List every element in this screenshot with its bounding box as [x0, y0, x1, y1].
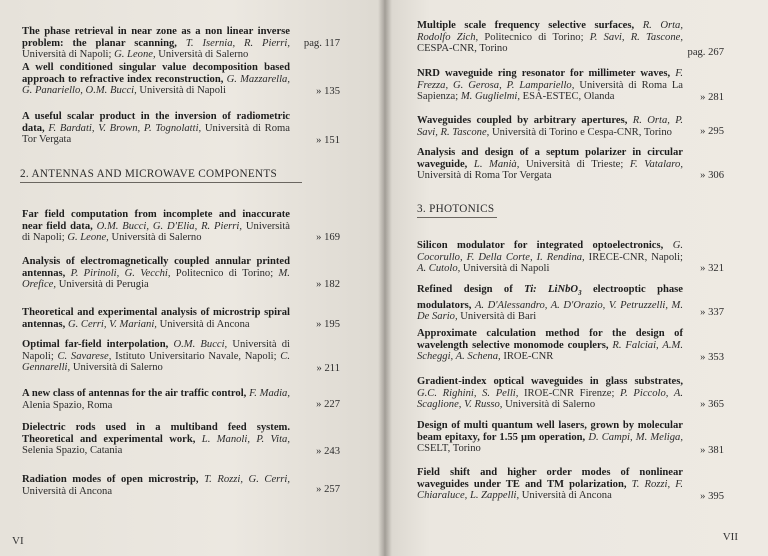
page-number: » 257: [316, 484, 340, 495]
page-number: » 381: [700, 445, 724, 456]
toc-entry: Analysis of electromagnetically coupled annular printed antennas, P. Pirinoli, G. Vecchi, Politecnico di Torino; M. Orefice, Università di Perugia: [22, 256, 290, 291]
toc-entry: Multiple scale frequency selective surfaces, R. Orta, Rodolfo Zich, Politecnico di Torino; P. Savi, R. Tascone, CESPA-CNR, Torino: [417, 20, 684, 55]
toc-entry: Dielectric rods used in a multiband feed system. Theoretical and experimental work, L. Manoli, P. Vita, Selenia Spazio, Catania: [22, 422, 290, 457]
toc-entry: A useful scalar product in the inversion of radiometric data, F. Bardati, V. Brown, P. Tognolatti, Università di Roma Tor Vergata: [22, 111, 290, 146]
toc-entry: Far field computation from incomplete and inaccurate near field data, O.M. Bucci, G. D'Elia, R. Pierri, Università di Napoli; G. Leone, Università di Salerno: [22, 209, 291, 244]
toc-entry: A well conditioned singular value decomposition based approach to refractive index reconstruction, G. Mazzarella, G. Panariello, O.M. Bucci, Università di Napoli: [22, 62, 290, 97]
toc-entry: Analysis and design of a septum polarizer in circular waveguide, L. Manià, Università di Trieste; F. Vatalaro, Università di Roma Tor Vergata: [417, 147, 683, 182]
section-title: 3. PHOTONICS: [417, 203, 495, 215]
page-number: » 365: [700, 399, 724, 410]
toc-entry: Gradient-index optical waveguides in glass substrates, G.C. Righini, S. Pelli, IROE-CNR Firenze; P. Piccolo, A. Scaglione, V. Russo, Università di Salerno: [417, 376, 683, 411]
page-number: » 151: [316, 135, 340, 146]
page-number: » 169: [316, 232, 340, 243]
toc-entry: Radiation modes of open microstrip, T. Rozzi, G. Cerri, Università di Ancona: [22, 474, 290, 497]
section-title: 2. ANTENNAS AND MICROWAVE COMPONENTS: [20, 168, 278, 180]
toc-entry: Design of multi quantum well lasers, grown by molecular beam epitaxy, for 1.55 μm operation, D. Campi, M. Meliga, CSELT, Torino: [417, 420, 683, 455]
page-number: » 321: [700, 263, 724, 274]
toc-entry: The phase retrieval in near zone as a non linear inverse problem: the planar scanning, T. Isernia, R. Pierri, Università di Napoli; G. Leone, Università di Salerno: [22, 26, 290, 61]
page-folio: VI: [12, 535, 24, 547]
toc-entry: Optimal far-field interpolation, O.M. Bucci, Università di Napoli; C. Savarese, Istituto Universitario Navale, Napoli; C. Gennarelli, Università di Salerno: [22, 339, 290, 374]
toc-entry: Silicon modulator for integrated optoelectronics, G. Cocorullo, F. Della Corte, I. Rendina, IRECE-CNR, Napoli; A. Cutolo, Università di Napoli: [417, 240, 683, 275]
toc-entry: Refined design of Ti: LiNbO$_3$ electrooptic phase modulators, A. D'Alessandro, A. D'Orazio, V. Petruzzelli, M. De Sario, Università di Bari: [417, 284, 683, 323]
page-number: » 353: [700, 352, 724, 363]
page-number: » 243: [316, 446, 340, 457]
toc-entry: NRD waveguide ring resonator for millimeter waves, F. Frezza, G. Gerosa, P. Lampariello, Università di Roma La Sapienza; M. Guglielmi, ESA-ESTEC, Olanda: [417, 68, 684, 103]
toc-entry: Waveguides coupled by arbitrary apertures, R. Orta, P. Savi, R. Tascone, Università di Torino e Cespa-CNR, Torino: [417, 115, 683, 138]
page-number: » 281: [700, 92, 724, 103]
page-number: » 135: [316, 86, 340, 97]
page-folio: VII: [722, 531, 738, 543]
page-number: » 295: [700, 126, 724, 137]
right-page: [384, 0, 768, 556]
toc-entry: Approximate calculation method for the design of wavelength selective monomode couplers, R. Falciai, A.M. Scheggi, A. Schena, IROE-CNR: [417, 328, 683, 363]
page-number: » 306: [700, 170, 724, 181]
section-underline: [20, 182, 302, 183]
page-number: » 182: [316, 279, 340, 290]
book-spine-shadow: [378, 0, 392, 556]
page-number: pag. 267: [687, 47, 724, 58]
page-number: » 211: [316, 363, 340, 374]
toc-entry: Theoretical and experimental analysis of microstrip spiral antennas, G. Cerri, V. Mariani, Università di Ancona: [22, 307, 290, 330]
section-underline: [417, 217, 497, 218]
toc-entry: A new class of antennas for the air traffic control, F. Madia, Alenia Spazio, Roma: [22, 388, 290, 411]
page-number: » 227: [316, 399, 340, 410]
page-number: » 337: [700, 307, 724, 318]
page-number: » 395: [700, 491, 724, 502]
toc-entry: Field shift and higher order modes of nonlinear waveguides under TE and TM polarization, T. Rozzi, F. Chiaraluce, L. Zappelli, Università di Ancona: [417, 467, 683, 502]
page-number: pag. 117: [303, 38, 340, 49]
page-number: » 195: [316, 319, 340, 330]
